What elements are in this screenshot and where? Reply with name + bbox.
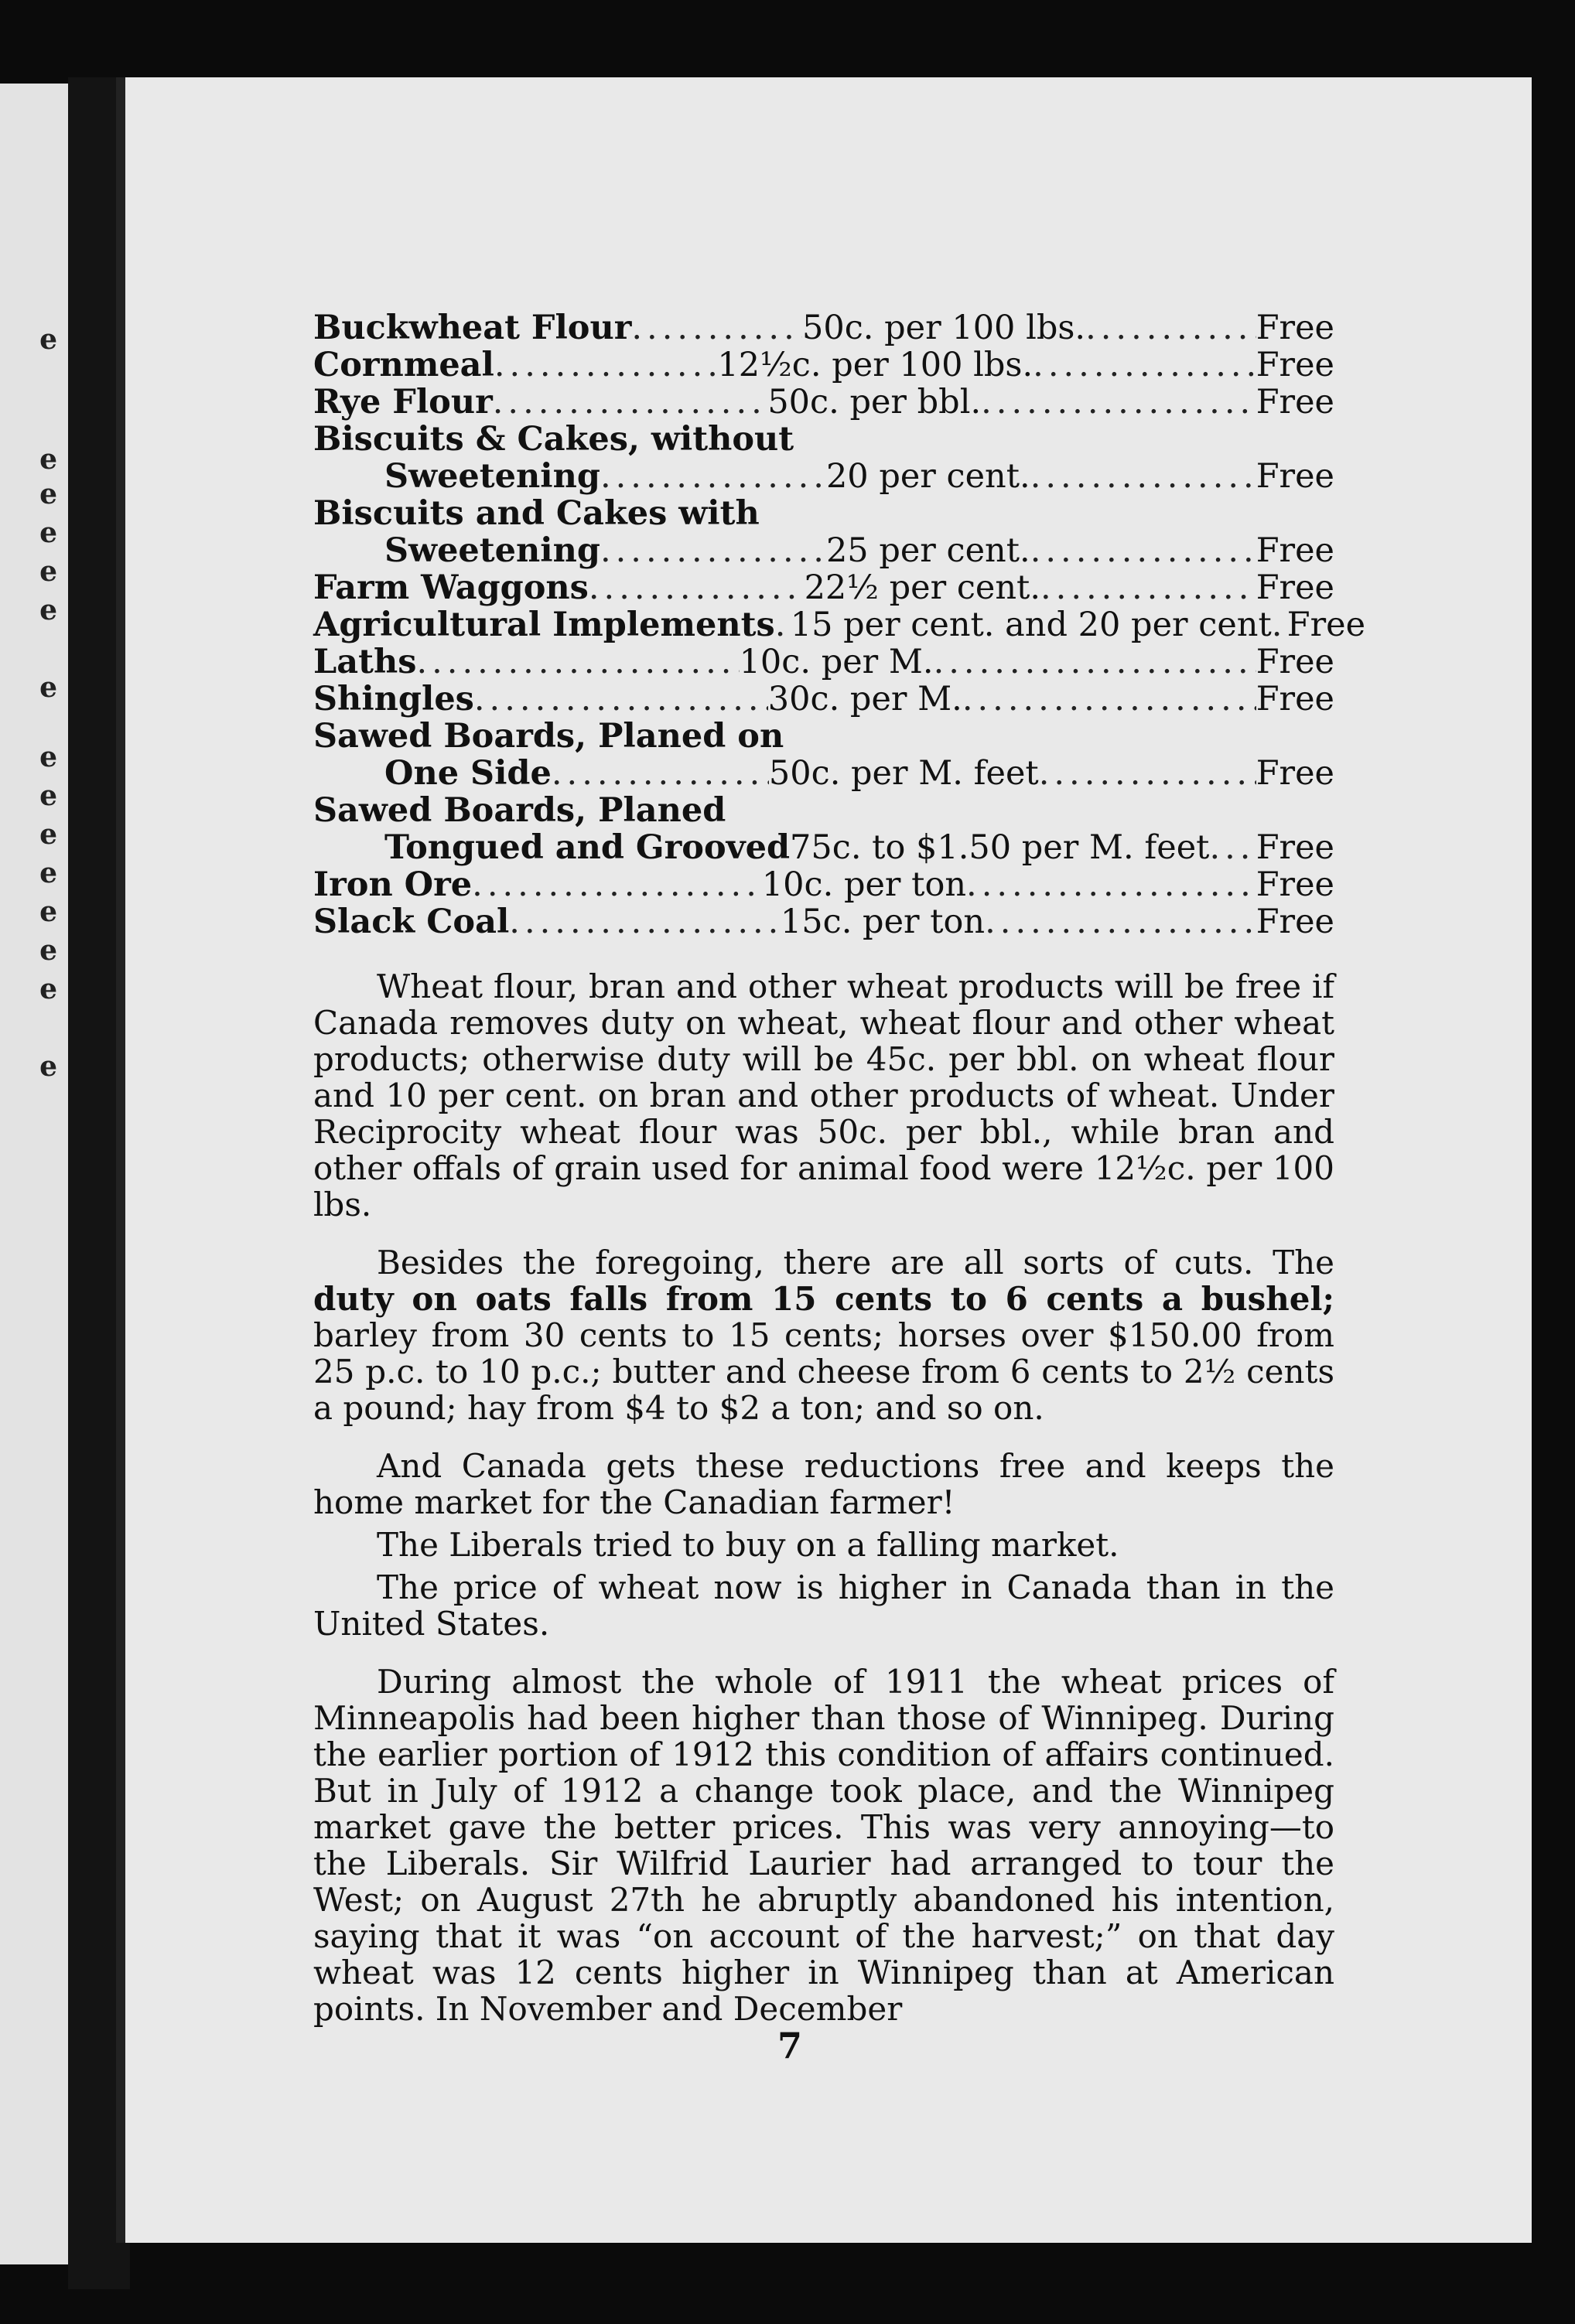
tariff-item: Farm Waggons — [313, 568, 589, 607]
tariff-heading-text: Sawed Boards, Planed — [313, 791, 726, 830]
dot-leader — [775, 606, 791, 643]
tariff-row — [313, 755, 1334, 792]
page-number: 7 — [777, 2025, 803, 2066]
paragraph-other-cuts-intro: Besides the foregoing, there are all sorts of cuts. The — [377, 1244, 1334, 1281]
tariff-status: Free — [1256, 754, 1334, 793]
tariff-row — [313, 384, 1334, 421]
facing-page-fragment: e — [39, 818, 57, 851]
tariff-rate: 22½ per cent. — [804, 568, 1040, 607]
tariff-status: Free — [1256, 568, 1334, 607]
tariff-row — [313, 606, 1366, 644]
tariff-status: Free — [1256, 383, 1334, 421]
tariff-rate: 15 per cent. and 20 per cent — [790, 606, 1272, 644]
tariff-status: Free — [1256, 903, 1335, 941]
dot-leader — [1040, 569, 1256, 606]
tariff-row — [313, 309, 1334, 346]
tariff-rate: 20 per cent. — [825, 457, 1030, 496]
tariff-row — [313, 458, 1334, 495]
facing-page-fragment: e — [39, 671, 57, 704]
tariff-rate: 15c. per ton — [780, 903, 986, 941]
tariff-item: One Side — [384, 754, 552, 793]
dot-leader — [985, 903, 1256, 940]
tariff-row — [313, 346, 1334, 384]
dot-leader — [1039, 755, 1256, 792]
dot-leader — [416, 643, 739, 681]
tariff-row — [313, 829, 1334, 866]
tariff-row — [313, 532, 1334, 569]
tariff-status: Free — [1256, 309, 1334, 347]
tariff-table — [313, 309, 1366, 941]
tariff-status: Free — [1256, 643, 1335, 681]
tariff-item: Sweetening — [384, 531, 600, 570]
document-page — [116, 77, 1532, 2243]
paragraph-other-cuts — [313, 1244, 1334, 1426]
tariff-row — [313, 866, 1334, 903]
tariff-rate: 10c. per M. — [739, 643, 934, 681]
tariff-item: Laths — [313, 643, 417, 681]
dot-leader — [1209, 829, 1256, 866]
tariff-item: Shingles — [313, 680, 474, 718]
tariff-rate: 50c. per bbl. — [767, 383, 982, 421]
tariff-rate: 25 per cent. — [825, 531, 1030, 570]
facing-page-fragment: e — [39, 478, 57, 510]
tariff-rate: 10c. per ton — [761, 865, 967, 904]
tariff-rate: 12½c. per 100 lbs. — [717, 346, 1033, 384]
dot-leader — [1030, 458, 1256, 495]
facing-page-fragment: e — [39, 934, 57, 967]
dot-leader — [589, 569, 805, 606]
dot-leader — [1272, 606, 1287, 643]
paragraph-other-cuts-oats: duty on oats falls from 15 cents to 6 cents a bushel; — [313, 1280, 1334, 1318]
tariff-heading-text: Sawed Boards, Planed on — [313, 717, 784, 756]
dot-leader — [472, 866, 762, 903]
tariff-rate: 50c. per M. feet — [768, 754, 1039, 793]
dot-leader — [600, 532, 826, 569]
dot-leader — [552, 755, 769, 792]
tariff-heading-text: Biscuits and Cakes with — [313, 494, 760, 533]
tariff-item: Buckwheat Flour — [313, 309, 632, 347]
dot-leader — [1030, 532, 1256, 569]
dot-leader — [474, 681, 768, 718]
dot-leader — [493, 384, 768, 421]
tariff-heading — [313, 421, 1334, 458]
tariff-item: Agricultural Implements — [313, 606, 775, 644]
dot-leader — [966, 866, 1256, 903]
dot-leader — [962, 681, 1256, 718]
tariff-status: Free — [1256, 531, 1334, 570]
paragraph-wheat-flour: Wheat flour, bran and other wheat products will be free if Canada removes duty on wheat, wheat flour and other wheat products; otherwise duty will be 45c. per bbl. on wheat flour and 10 per cent. on bran and other products of wheat. Under Reciprocity wheat flour was 50c. per bbl., while bran and other offals of grain used for animal food were 12½c. per 100 lbs. — [313, 967, 1334, 1223]
dot-leader — [1085, 309, 1256, 346]
tariff-item: Slack Coal — [313, 903, 510, 941]
facing-page-fragment: e — [39, 780, 57, 812]
tariff-row — [313, 569, 1334, 606]
tariff-status: Free — [1256, 828, 1334, 867]
tariff-heading — [313, 792, 1334, 829]
tariff-item: Tongued and Grooved — [384, 828, 791, 867]
facing-page-fragment: e — [39, 1050, 57, 1083]
dot-leader — [494, 346, 718, 384]
facing-page-fragment: e — [39, 443, 57, 476]
tariff-status: Free — [1256, 865, 1334, 904]
paragraph-falling-market: The Liberals tried to buy on a falling market. — [377, 1526, 1119, 1564]
facing-page-fragment: e — [39, 517, 57, 549]
tariff-status: Free — [1256, 346, 1334, 384]
tariff-rate: 50c. per 100 lbs. — [802, 309, 1086, 347]
tariff-row — [313, 643, 1334, 681]
dot-leader — [509, 903, 781, 940]
facing-page-fragment: e — [39, 896, 57, 928]
page-content — [313, 309, 1366, 2028]
dot-leader — [631, 309, 802, 346]
facing-page-fragment: e — [39, 555, 57, 588]
paragraph-wheat-price: The price of wheat now is higher in Canada than in the United States. — [313, 1568, 1334, 1643]
facing-page-fragment: e — [39, 857, 57, 889]
dot-leader — [981, 384, 1256, 421]
tariff-status: Free — [1256, 680, 1334, 718]
paragraph-canada-gets: And Canada gets these reductions free and keeps the home market for the Canadian farmer! — [313, 1447, 1334, 1521]
tariff-item: Iron Ore — [313, 865, 473, 904]
dot-leader — [600, 458, 826, 495]
tariff-heading — [313, 495, 1334, 532]
paragraph-other-cuts-rest: barley from 30 cents to 15 cents; horses over $150.00 from 25 p.c. to 10 p.c.; butter and cheese from 6 cents to 2½ cents a pound; hay from $4 to $2 a ton; and so on. — [313, 1316, 1334, 1427]
tariff-item: Cornmeal — [313, 346, 494, 384]
tariff-row — [313, 681, 1334, 718]
tariff-item: Rye Flour — [313, 383, 493, 421]
tariff-heading-text: Biscuits & Cakes, without — [313, 420, 794, 459]
paragraph-during-1911: During almost the whole of 1911 the wheat prices of Minneapolis had been higher than those of Winnipeg. During the earlier portion of 1912 this condition of affairs continued. But in July of 1912 a change took place, and the Winnipeg market gave the better prices. This was very annoying—to the Liberals. Sir Wilfrid Laurier had arranged to tour the West; on August 27th he abruptly abandoned his intention, saying that it was “on account of the harvest;” on that day wheat was 12 cents higher in Winnipeg than at American points. In November and December — [313, 1663, 1334, 2028]
dot-leader — [1033, 346, 1256, 384]
tariff-status: Free — [1256, 457, 1334, 496]
tariff-status: Free — [1286, 606, 1366, 644]
facing-page-edge — [0, 84, 68, 2264]
facing-page-fragment: e — [39, 594, 57, 626]
tariff-rate: 75c. to $1.50 per M. feet — [790, 828, 1210, 867]
tariff-item: Sweetening — [384, 457, 600, 496]
tariff-rate: 30c. per M. — [767, 680, 962, 718]
tariff-heading — [313, 718, 1334, 755]
tariff-row — [313, 903, 1334, 940]
facing-page-fragment: e — [39, 973, 57, 1005]
dot-leader — [934, 643, 1256, 681]
facing-page-fragment: e — [39, 323, 57, 356]
facing-page-fragment: e — [39, 741, 57, 773]
